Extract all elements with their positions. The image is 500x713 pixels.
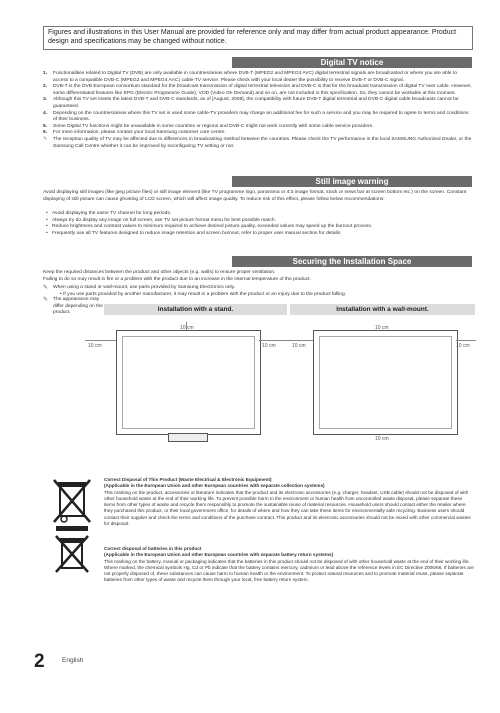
installation-note1: ✎ When using a stand or wall-mount, use parts provided by Samsung Electronics only. — [43, 285, 236, 291]
section-title-installation: Securing the Installation Space — [232, 256, 472, 267]
header-stand: Installation with a stand. — [104, 304, 287, 315]
battery-title: Correct disposal of batteries in this product — [104, 546, 202, 551]
pencil-note-icon: ✎ — [43, 136, 48, 142]
disclaimer-text: Figures and illustrations in this User Manual are provided for reference only and may differ from actual product appearance. Product design and specifications may be changed without notice. — [48, 29, 457, 45]
battery-bin-icon — [52, 534, 92, 583]
distance-label: 10 cm — [456, 343, 470, 349]
installation-line2: Failing to do so may result in fire or a problem with the product due to an increase in the internal temperature of the product. — [43, 277, 311, 282]
weee-block — [104, 477, 474, 527]
weee-title: Correct Disposal of This Product (Waste Electrical & Electronic Equipment) — [104, 477, 272, 482]
list-item: • Avoid displaying the same TV channel for long periods. — [43, 211, 473, 218]
section-title-still-image: Still image warning — [232, 176, 472, 187]
pencil-note-icon: ✎ — [43, 297, 49, 303]
battery-text: This marking on the battery, manual or packaging indicates that the batteries in this product should not be disposed of with other household waste at the end of their working life. Where marked, the chemical symbols Hg, Cd or Pb indicate that the battery contains mercury, cadmium or lead above the reference levels in EC Directive 2006/66. If batteries are not properly disposed of, these substances can cause harm to human health or the environment. To protect natural resources and to promote material reuse, please separate batteries from other types of waste and recycle them through your local, free battery return system. — [104, 558, 474, 583]
page-number: 2 — [34, 651, 45, 672]
note-item: ✎ The reception quality of TV may be affected due to differences in broadcasting method between the countries. Please check the TV performance in the local SAMSUNG Authorized Dealer, or the Samsung Call Centre whether it can be improved by reconfiguring TV setting or not. — [43, 136, 472, 149]
disclaimer-box — [43, 26, 473, 50]
tv-screen — [319, 336, 452, 429]
distance-label: 10 cm — [262, 343, 276, 349]
distance-label: 10 cm — [375, 325, 389, 331]
list-item: 2. DVB-T is the DVB European consortium standard for the broadcast transmission of digital terrestrial television and DVB-C is that for the broadcast transmission of digital TV over cable. However, some differentiated features like EPG (Electric Programme Guide), VOD (Video On Demand) and so on, are not included in this specification. So, they cannot be workable at this moment. — [43, 84, 472, 96]
still-image-intro: Avoid displaying still images (like jpeg picture files) or still image element (like TV programme logo, panorama or 4:3 image format, stock or news bar at screen bottom etc.) on the screen. Constant displaying of still picture can cause ghosting of LCD screen, which will affect image quality. To reduce risk of this effect, please follow below recommendations: — [43, 190, 467, 202]
weee-subtitle: (Applicable in the European Union and other European countries with separate collection systems) — [104, 483, 325, 489]
tv-screen — [122, 336, 255, 429]
distance-label: 10 cm — [375, 436, 389, 442]
list-item: 6. For more information, please contact your local Samsung customer care centre. — [43, 130, 226, 136]
header-wall: Installation with a wall-mount. — [290, 304, 475, 315]
list-item: • Reduce brightness and contrast values to minimum required to achieve desired picture quality, exceeded values may speed up the burnout process. — [43, 224, 473, 231]
section-title-digital-tv: Digital TV notice — [232, 57, 472, 68]
still-image-bullets — [43, 211, 473, 237]
battery-subtitle: (Applicable in the European Union and other European countries with separate battery return systems) — [104, 552, 334, 558]
weee-bin-icon — [50, 476, 94, 537]
list-item: 4. Depending on the countries/areas where this TV set is used some cable-TV providers may charge an additional fee for such a service and you may be required to agree to terms and conditions of their business. — [43, 110, 469, 123]
distance-label: 10 cm — [88, 343, 102, 349]
weee-text: This marking on the product, accessories or literature indicates that the product and its electronic accessories (e.g. charger, headset, USB cable) should not be disposed of with other household waste at the end of their working life. To prevent possible harm to the environment or human health from uncontrolled waste disposal, please separate these items from other types of waste and recycle them responsibly to promote the sustainable reuse of material resources. Household users should contact either the retailer where they purchased this product, or their local government office, for details of where and how they can take these items for environmentally safe recycling. Business users should contact their supplier and check the terms and conditions of the purchase contract. This product and its electronic accessories should not be mixed with other commercial wastes for disposal. — [104, 489, 471, 527]
language-label: English — [62, 657, 84, 664]
battery-block — [104, 546, 474, 584]
installation-note2: ✎ The appearance may differ depending on the product. — [43, 297, 103, 316]
distance-label: 10 cm — [292, 343, 306, 349]
installation-line1: Keep the required distances between the product and other objects (e.g. walls) to ensure proper ventilation. — [43, 270, 276, 275]
pencil-note-icon: ✎ — [43, 285, 49, 291]
digital-tv-list — [43, 71, 473, 150]
list-item: 3. Although this TV set meets the latest DVB-T and DVB-C standards, as of [August, 2008], the compatibility with future DVB-T digital terrestrial and DVB-C digital cable broadcasts cannot be guaranteed. — [43, 97, 459, 109]
tv-stand — [168, 433, 208, 442]
list-item: 5. Some Digital TV functions might be unavailable in some countries or regions and DVB-C might not work correctly with some cable service providers. — [43, 123, 374, 129]
list-item: • Frequently use all TV features designed to reduce image retention and screen burnout, refer to proper user manual section for details. — [43, 231, 473, 238]
list-item: 1. Functionalities related to Digital TV (DVB) are only available in countries/areas where DVB-T (MPEG2 and MPEG4 AVC) digital terrestrial signals are broadcasted or where you are able to access to a compatible DVB-C (MPEG2 and MPEG4 AAC) cable-TV service. Please check with your local dealer the possibility to receive DVB-T or DVB-C signal. — [43, 71, 457, 83]
list-item: • Always try do display any image on full screen, use TV set picture format menu for best possible match. — [43, 218, 473, 225]
distance-label: 10 cm — [180, 325, 194, 331]
installation-sub1: • If you use parts provided by another manufacturer, it may result in a problem with the product or an injury due to the product falling. — [60, 292, 347, 297]
